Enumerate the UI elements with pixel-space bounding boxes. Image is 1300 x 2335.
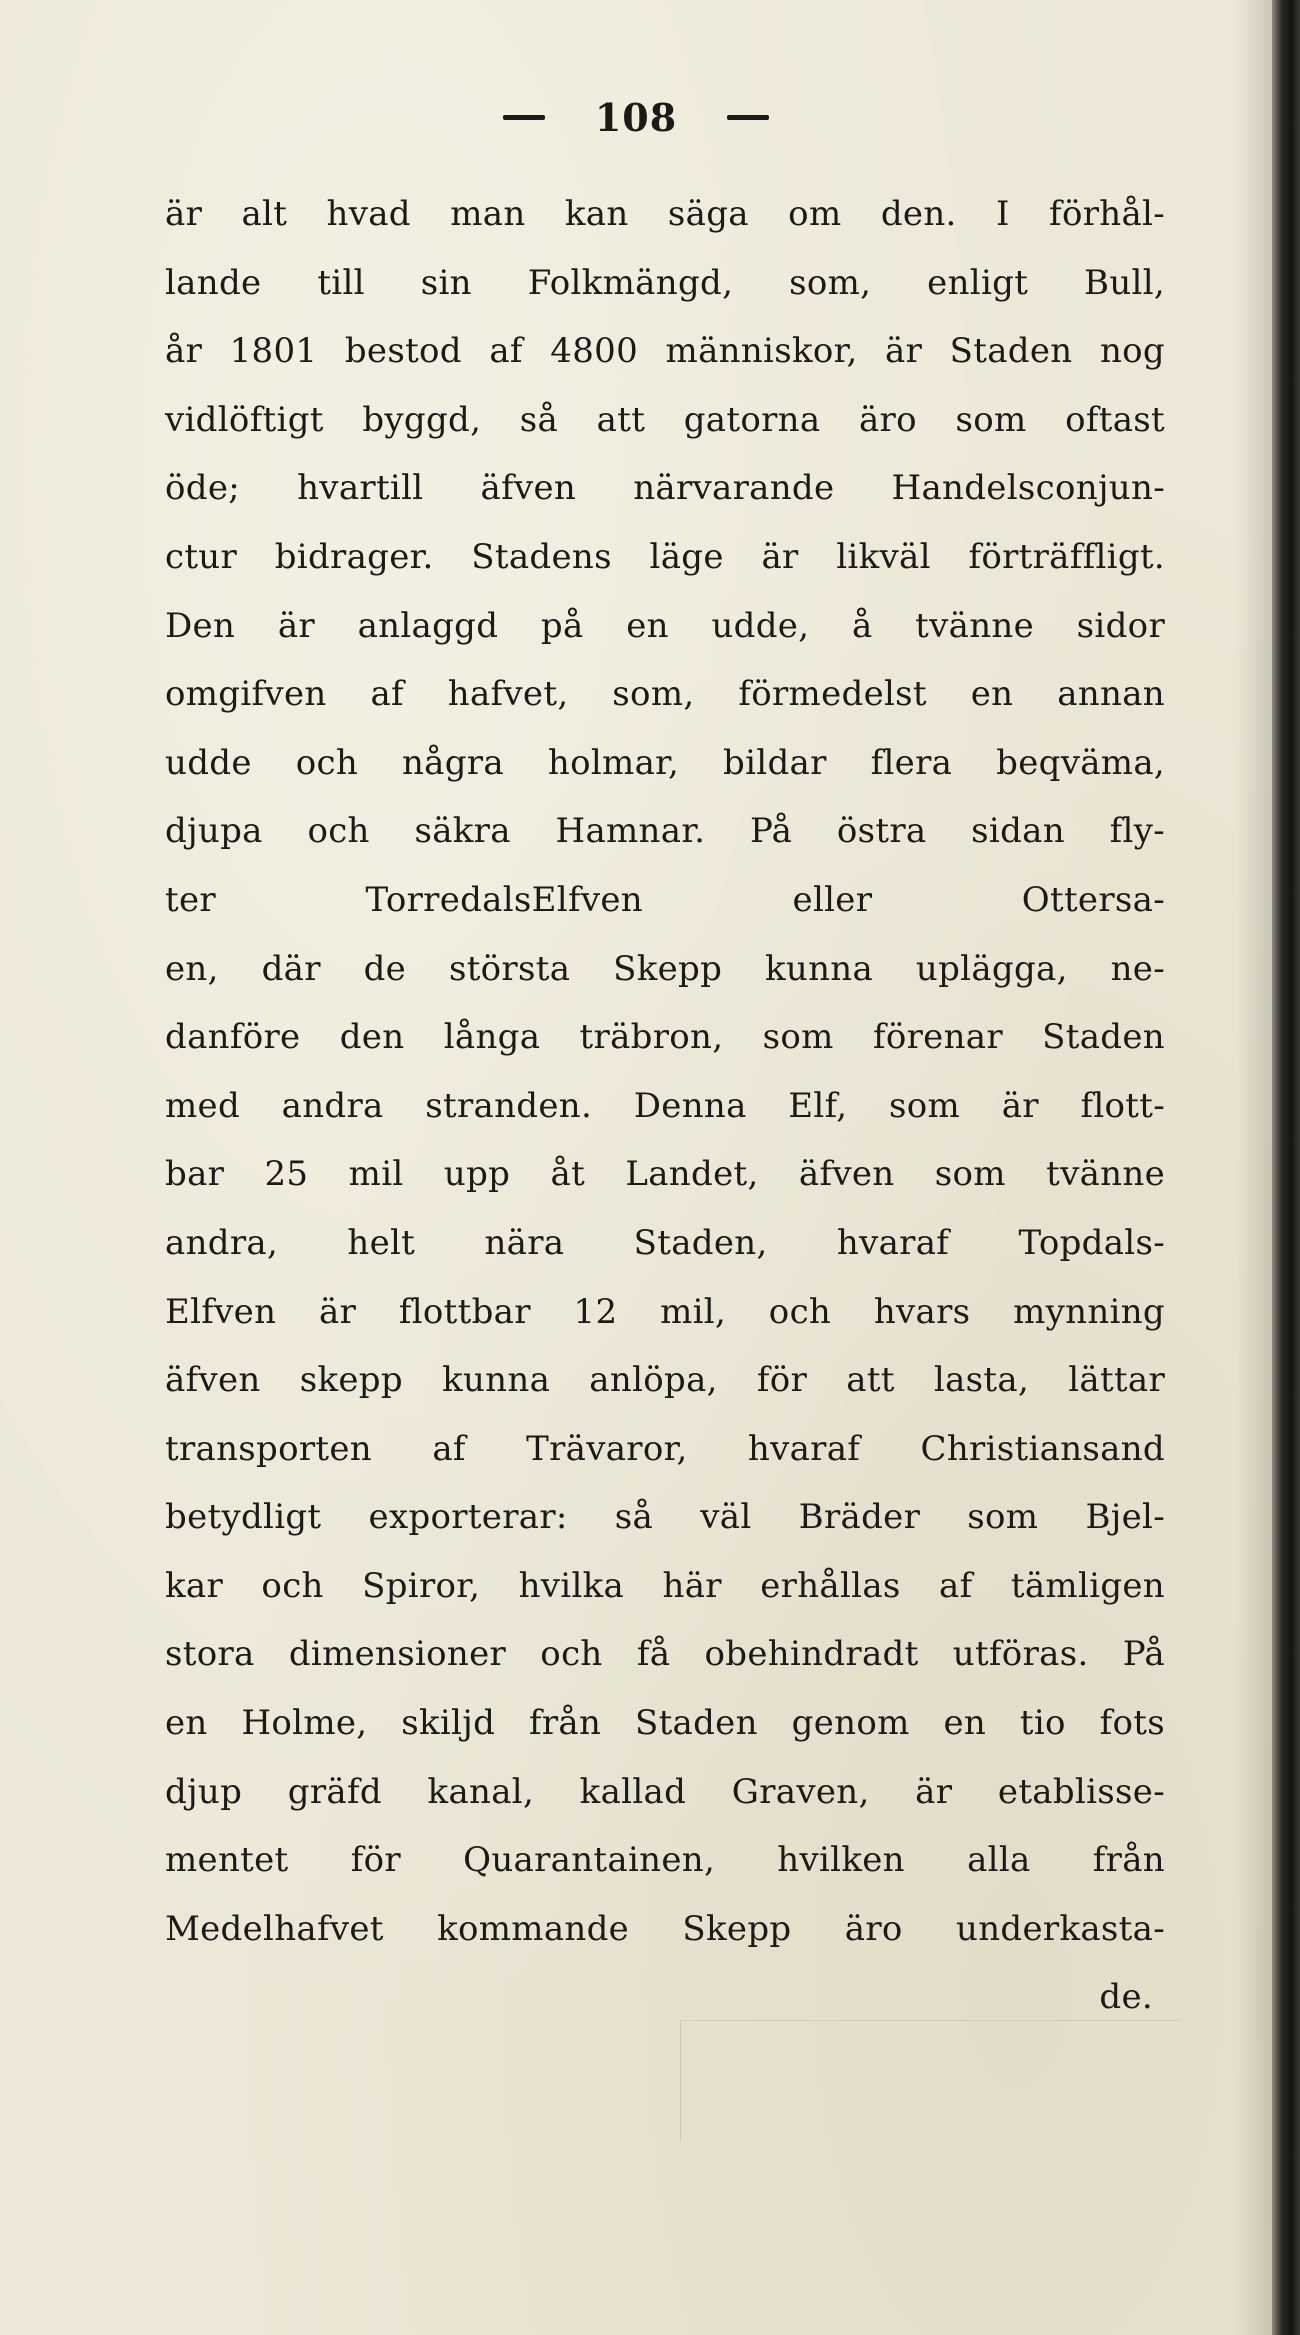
text-line: Den är anlaggd på en udde, å tvänne sidor	[165, 605, 1165, 646]
book-binding-edge	[1272, 0, 1300, 2335]
text-line: lande till sin Folkmängd, som, enligt Bull,	[165, 262, 1165, 303]
text-line: kar och Spiror, hvilka här erhållas af tämligen	[165, 1565, 1165, 1606]
text-line: mentet för Quarantainen, hvilken alla från	[165, 1840, 1165, 1881]
text-line: Elfven är flottbar 12 mil, och hvars mynning	[165, 1291, 1165, 1332]
text-line: udde och några holmar, bildar flera beqväma,	[165, 742, 1165, 783]
text-line: stora dimensioner och få obehindradt utföras. På	[165, 1634, 1165, 1675]
text-line: en Holme, skiljd från Staden genom en tio fots	[165, 1703, 1165, 1744]
text-line: omgifven af hafvet, som, förmedelst en annan	[165, 674, 1165, 715]
page-number: 108	[594, 95, 678, 140]
text-line: äfven skepp kunna anlöpa, för att lasta, lättar	[165, 1360, 1165, 1401]
body-text	[165, 180, 1165, 2032]
text-line: öde; hvartill äfven närvarande Handelsconjun-	[165, 468, 1165, 509]
header-dash-left	[503, 115, 545, 120]
text-line: år 1801 bestod af 4800 människor, är Staden nog	[165, 331, 1165, 372]
text-line: bar 25 mil upp åt Landet, äfven som tvänne	[165, 1154, 1165, 1195]
text-line: transporten af Trävaror, hvaraf Christiansand	[165, 1428, 1165, 1469]
text-line: djup gräfd kanal, kallad Graven, är etablisse-	[165, 1771, 1165, 1812]
text-line: är alt hvad man kan säga om den. I förhål-	[165, 194, 1165, 234]
text-line: betydligt exporterar: så väl Bräder som Bjel-	[165, 1497, 1165, 1538]
page-header	[0, 95, 1272, 140]
text-line: djupa och säkra Hamnar. På östra sidan fly-	[165, 811, 1165, 852]
text-line: ctur bidrager. Stadens läge är likväl förträffligt.	[165, 536, 1165, 577]
text-line: danföre den långa träbron, som förenar Staden	[165, 1017, 1165, 1058]
bleed-through-mark	[680, 2020, 1181, 2141]
text-line: Medelhafvet kommande Skepp äro underkasta-	[165, 1908, 1165, 1949]
text-line-catchword: de.	[1099, 1977, 1153, 2018]
binding-shadow	[1236, 0, 1272, 2335]
header-dash-right	[727, 115, 769, 120]
text-line: vidlöftigt byggd, så att gatorna äro som oftast	[165, 399, 1165, 440]
text-line: ter TorredalsElfven eller Ottersa-	[165, 879, 1165, 920]
text-line: andra, helt nära Staden, hvaraf Topdals-	[165, 1222, 1165, 1263]
text-line: en, där de största Skepp kunna uplägga, ne-	[165, 948, 1165, 989]
text-line: med andra stranden. Denna Elf, som är flott-	[165, 1085, 1165, 1126]
